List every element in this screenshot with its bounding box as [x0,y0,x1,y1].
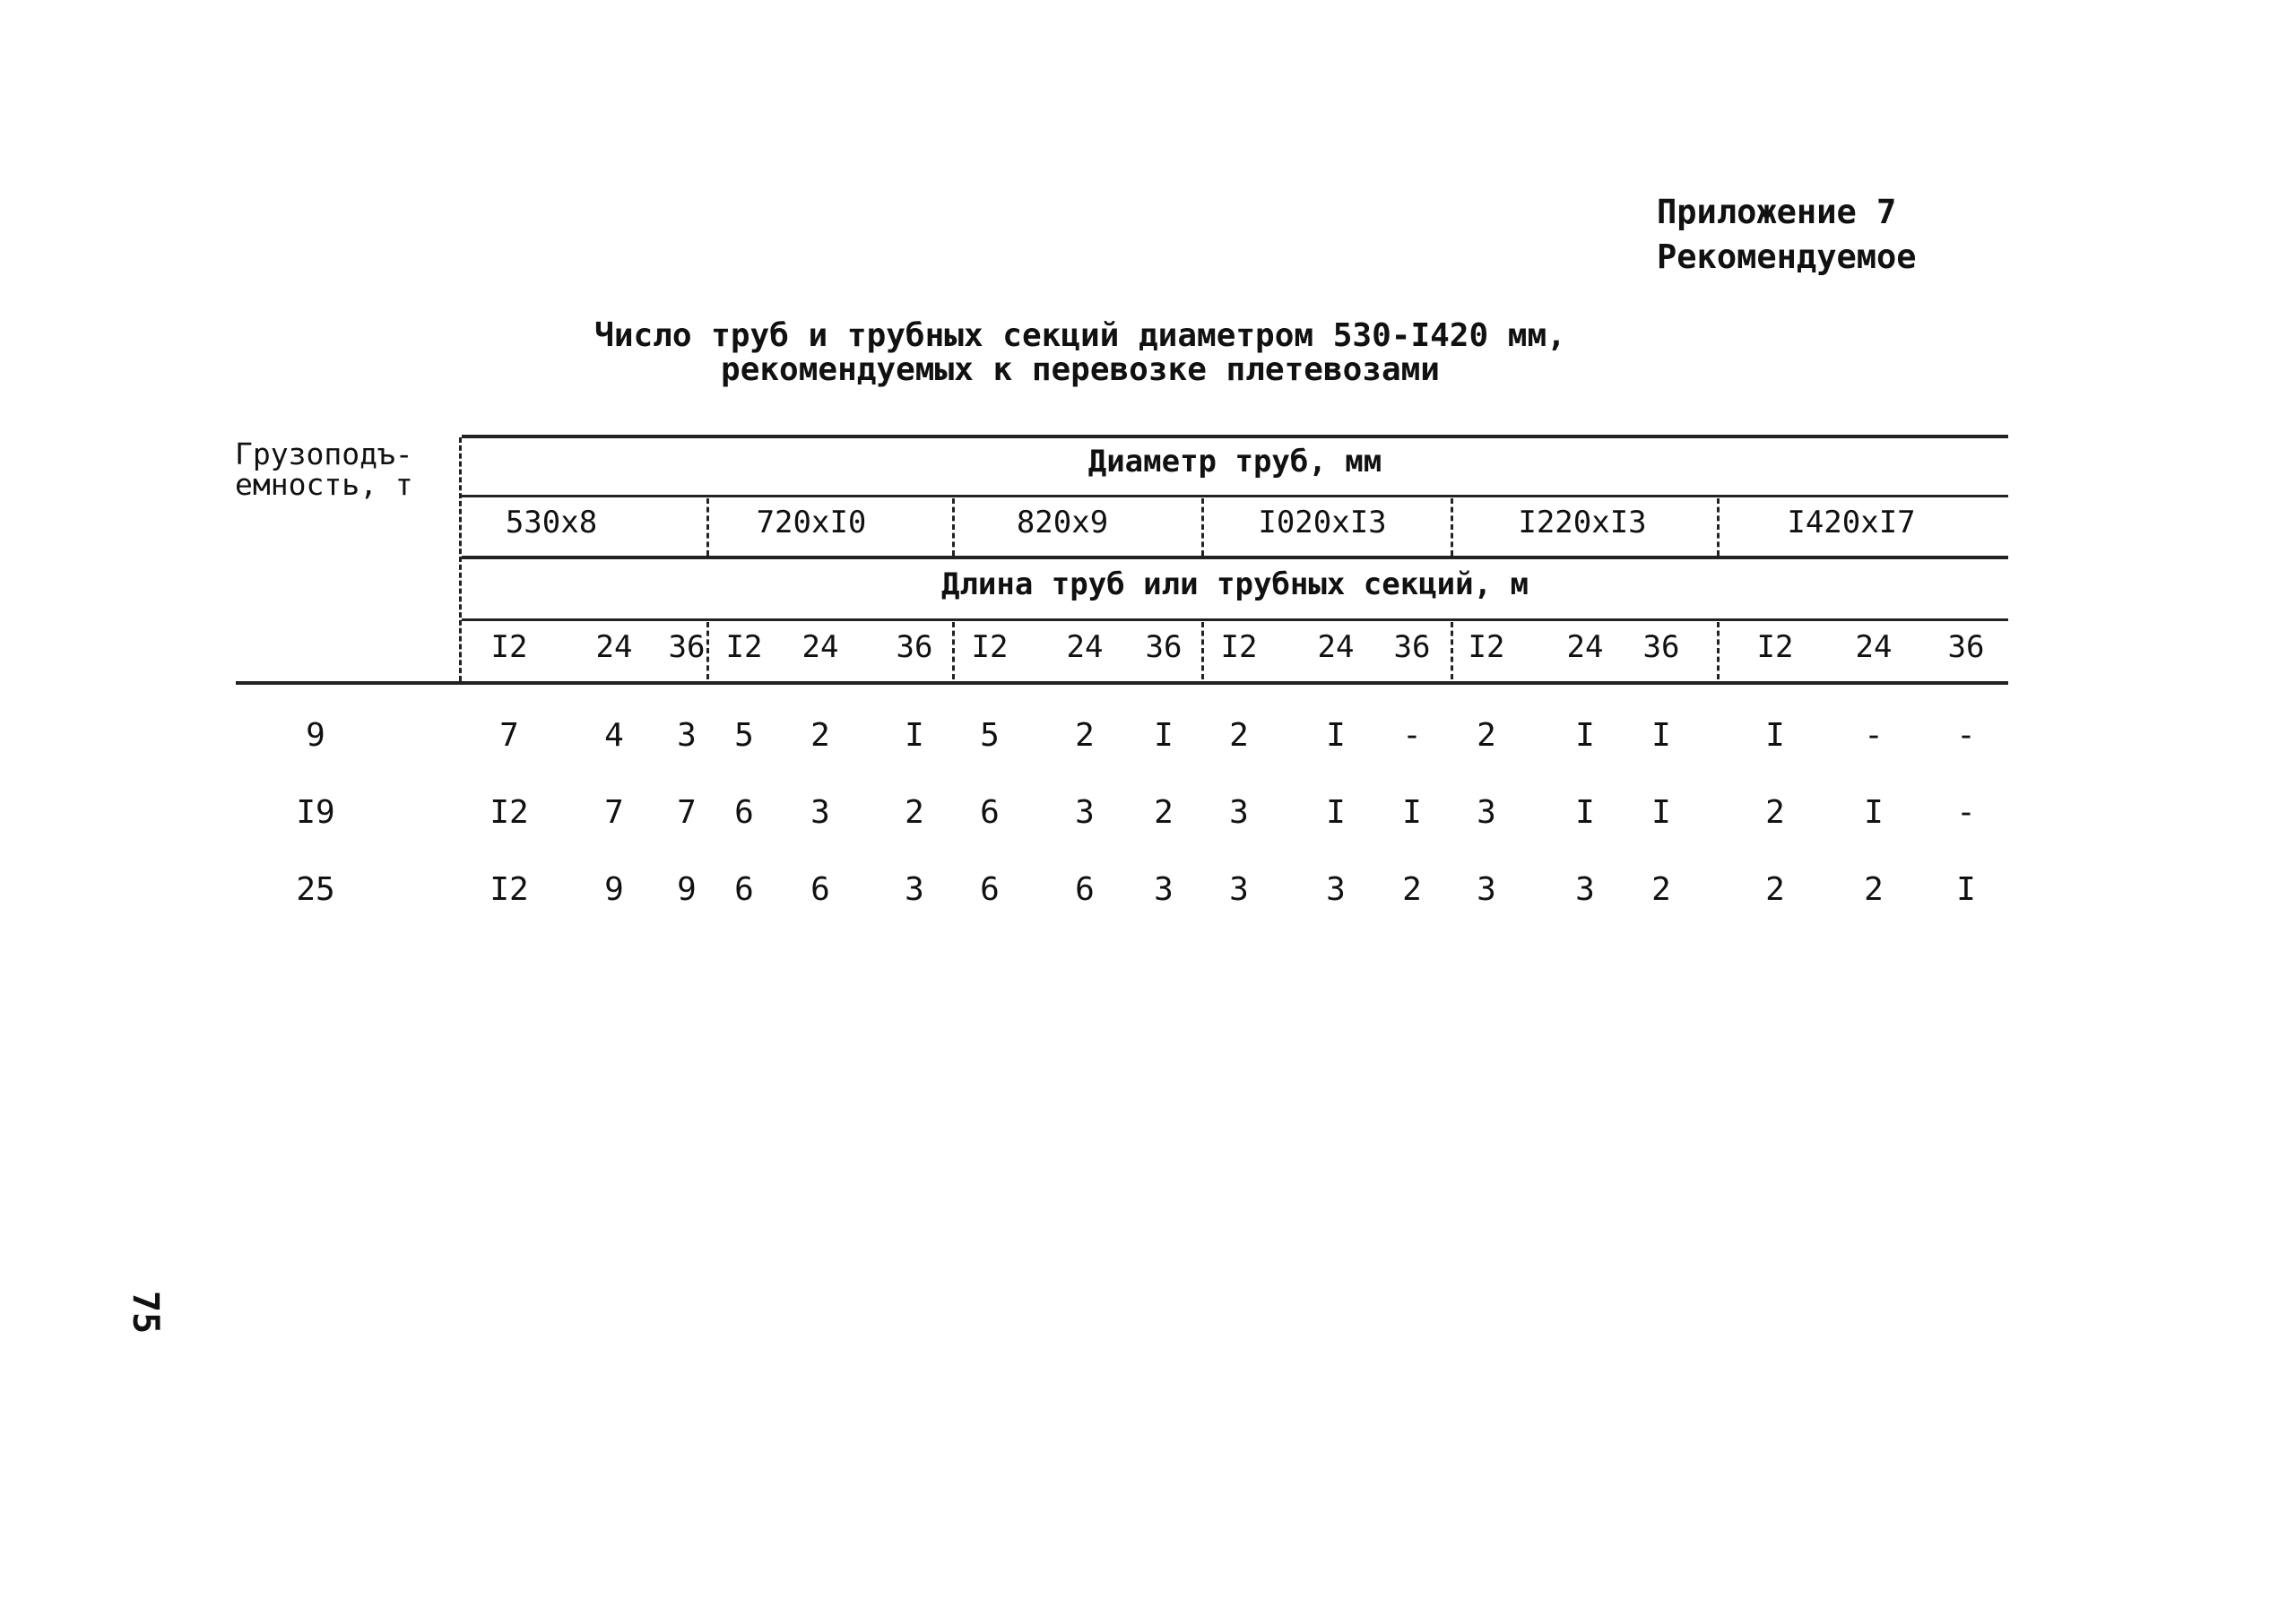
table-cell: I [1575,717,1595,754]
table-cell: 2 [1154,794,1174,831]
table-cell: 6 [980,794,1000,831]
length-subheader: I2 [971,629,1009,665]
table-cell: 3 [1326,871,1346,908]
table-cell: - [1956,717,1976,754]
row-header-line-1: Грузоподъ- [235,436,413,471]
appendix-number: Приложение 7 [1657,193,1897,231]
diameter-530: 530х8 [505,505,598,540]
table-cell: I [1326,717,1346,754]
row-capacity: I9 [296,794,335,831]
length-subheader: I2 [1220,629,1258,665]
table-cell: 2 [1765,871,1785,908]
table-cell: 3 [1229,794,1249,831]
appendix-note [1657,190,1917,280]
table-cell: 3 [677,717,697,754]
length-subheader: 24 [595,629,633,665]
table-cell: 6 [734,794,754,831]
table-cell: 7 [677,794,697,831]
diameter-820: 820х9 [1016,505,1109,540]
table-cell: 6 [1075,871,1095,908]
table-cell: 3 [1154,871,1174,908]
length-header-rule [462,618,2008,621]
table-cell: I [1402,794,1422,831]
length-subheader: I2 [725,629,763,665]
document-title [520,319,1641,387]
table-cell: 3 [1229,871,1249,908]
diameter-separator-1 [706,498,709,556]
length-separator-5 [1717,622,1720,679]
table-cell: 6 [980,871,1000,908]
length-separator-3 [1201,622,1204,679]
diameter-header-rule [462,495,2008,497]
table-cell: 3 [1477,794,1496,831]
table-cell: I [1765,717,1785,754]
length-subheader: 24 [1855,629,1893,665]
table-cell: 4 [604,717,624,754]
table-cell: 3 [905,871,924,908]
length-separator-4 [1451,622,1453,679]
table-cell: 2 [810,717,830,754]
diameter-header: Диаметр труб, мм [1087,444,1382,480]
length-subheader: 36 [1145,629,1183,665]
table-header-bottom-rule [236,681,2008,685]
table-cell: 3 [1575,871,1595,908]
length-subheader: 36 [896,629,933,665]
diameter-1420: I420хI7 [1787,505,1916,540]
diameter-720: 720хI0 [756,505,867,540]
appendix-status: Рекомендуемое [1657,238,1917,276]
length-subheader: I2 [490,629,528,665]
table-cell: I [1864,794,1884,831]
table-cell: I [1326,794,1346,831]
length-subheader: 24 [801,629,839,665]
length-subheader: 36 [1393,629,1431,665]
table-cell: 5 [734,717,754,754]
table-cell: 2 [1075,717,1095,754]
length-header: Длина труб или трубных секций, м [940,566,1529,602]
length-subheader: I2 [1468,629,1505,665]
diameter-separator-5 [1717,498,1720,556]
diameter-separator-4 [1451,498,1453,556]
table-cell: 5 [980,717,1000,754]
length-subheader: 24 [1566,629,1604,665]
table-cell: 9 [604,871,624,908]
table-cell: 7 [604,794,624,831]
table-cell: - [1864,717,1884,754]
table-cell: 6 [734,871,754,908]
title-line-1: Число труб и трубных секций диаметром 530-I420 мм, [594,317,1566,354]
length-subheader: I2 [1756,629,1794,665]
length-subheader: 36 [1947,629,1985,665]
table-cell: 2 [1651,871,1671,908]
table-cell: - [1402,717,1422,754]
table-top-rule [462,435,2008,438]
table-cell: - [1956,794,1976,831]
length-subheader: 36 [1642,629,1680,665]
table-cell: 3 [810,794,830,831]
table-cell: I [1154,717,1174,754]
table-cell: 2 [1402,871,1422,908]
table-cell: 2 [1229,717,1249,754]
row-capacity: 25 [296,871,335,908]
length-subheader: 36 [668,629,706,665]
diameter-values-rule [462,556,2008,559]
length-subheader: 24 [1317,629,1355,665]
table-cell: 9 [677,871,697,908]
diameter-1020: I020хI3 [1258,505,1387,540]
diameter-separator-3 [1201,498,1204,556]
diameter-1220: I220хI3 [1518,505,1647,540]
table-cell: 6 [810,871,830,908]
page-number: 75 [125,1291,166,1335]
table-cell: 3 [1075,794,1095,831]
table-cell: I [1651,717,1671,754]
table-cell: I [1956,871,1976,908]
table-cell: 2 [1765,794,1785,831]
table-cell: I [1651,794,1671,831]
table-cell: 3 [1477,871,1496,908]
table-cell: 2 [1477,717,1496,754]
table-cell: I [905,717,924,754]
table-cell: I2 [490,871,529,908]
row-capacity: 9 [306,717,325,754]
row-header-capacity [235,436,413,502]
table-cell: 2 [1864,871,1884,908]
length-subheader: 24 [1066,629,1104,665]
table-cell: I2 [490,794,529,831]
length-separator-2 [952,622,955,679]
table-cell: 7 [499,717,519,754]
table-cell: I [1575,794,1595,831]
table-cell: 2 [905,794,924,831]
row-header-line-2: емность, т [235,467,413,502]
title-line-2: рекомендуемых к перевозке плетевозами [721,351,1440,388]
diameter-separator-2 [952,498,955,556]
